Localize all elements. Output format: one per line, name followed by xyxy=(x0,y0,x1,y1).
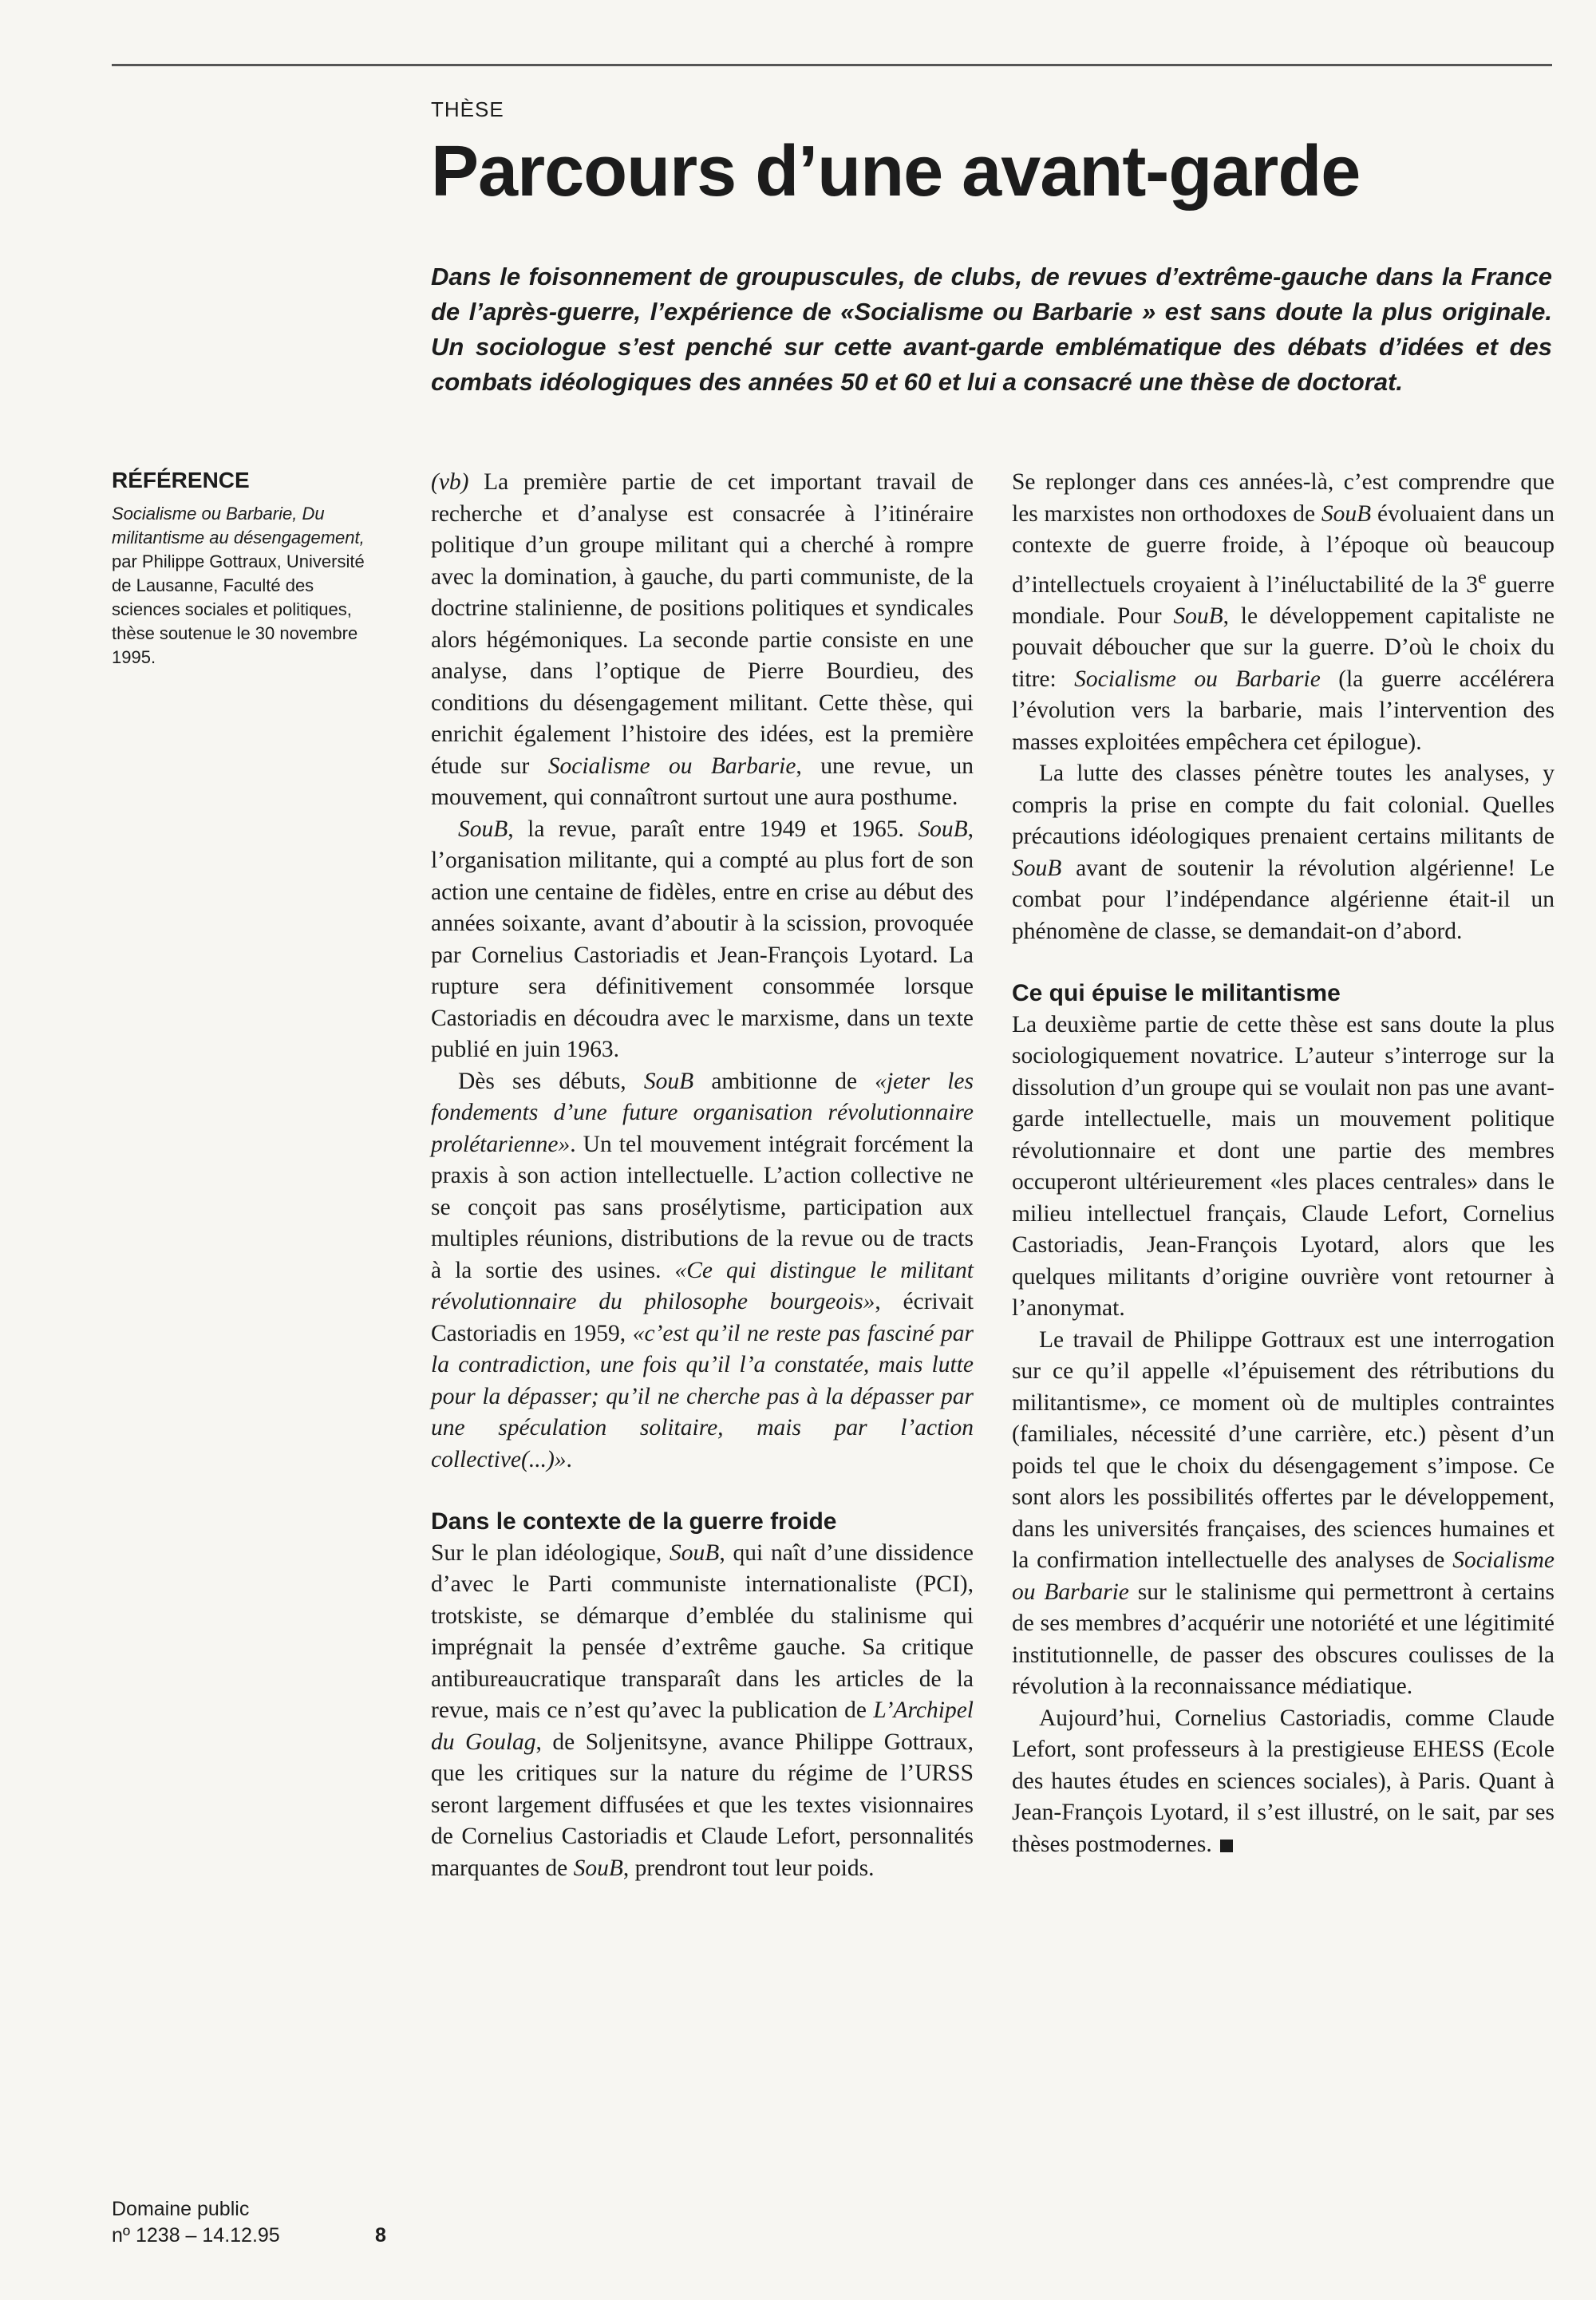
paragraph-4: Sur le plan idéologique, SouB, qui naît d’une dissidence d’avec le Parti communiste internationaliste (PCI), trotskiste, se démarque d’emblée du stalinisme qui imprégnait la pensée d’extrême gauche. Sa critique antibureaucratique transparaît dans les articles de la revue, mais ce n’est qu’avec la publication de L’Archipel du Goulag, de Soljenitsyne, avance Philippe Gottraux, que les critiques sur la nature du régime de l’URSS seront largement diffusées et que les textes visionnaires de Cornelius Castoriadis et Claude Lefort, personnalités marquantes de SouB, prendront tout leur poids. xyxy=(431,1539,974,1881)
subheading-cold-war: Dans le contexte de la guerre froide xyxy=(431,1508,837,1535)
article-column-1 xyxy=(431,467,974,1884)
article-lede: Dans le foisonnement de groupuscules, de clubs, de revues d’extrême-gauche dans la France de l’après-guerre, l’expérience de «Socialisme ou Barbarie » est sans doute la plus originale. Un sociologue s’est penché sur cette avant-garde emblématique des débats d’idées et des combats idéologiques des années 50 et 60 et lui a consacré une thèse de doctorat. xyxy=(431,263,1552,396)
article-column-2 xyxy=(1012,467,1555,1860)
article-title: Parcours d’une avant-garde xyxy=(431,132,1361,211)
issue-number: nº 1238 – 14.12.95 xyxy=(112,2224,280,2247)
paragraph-9: Aujourd’hui, Cornelius Castoriadis, comme Claude Lefort, sont professeurs à la prestigieuse EHESS (Ecole des hautes études en sciences sociales), à Paris. Quant à Jean-François Lyotard, il s’est illustré, on le sait, par ses thèses postmodernes. xyxy=(1012,1705,1555,1857)
reference-body xyxy=(112,502,383,670)
publication-name: Domaine public xyxy=(112,2198,250,2220)
section-rubric: THÈSE xyxy=(431,97,504,121)
reference-details: par Philippe Gottraux, Université de Lausanne, Faculté des sciences sociales et politiques, thèse soutenue le 30 novembre 1995. xyxy=(112,551,365,667)
paragraph-3: Dès ses débuts, SouB ambitionne de «jeter les fondements d’une future organisation révolutionnaire prolétarienne». Un tel mouvement intégrait forcément la praxis à son action intellectuelle. L’action collective ne se conçoit pas sans prosélytisme, participation aux multiples réunions, distributions de la revue ou de tracts à la sortie des usines. «Ce qui distingue le militant révolutionnaire du philosophe bourgeois», écrivait Castoriadis en 1959, «c’est qu’il ne reste pas fasciné par la contradiction, une fois qu’il l’a constatée, mais lutte pour la dépasser; qu’il ne cherche pas à la dépasser par une spéculation solitaire, mais par l’action collective(...)». xyxy=(431,1068,974,1472)
reference-book-title: Socialisme ou Barbarie, Du militantisme au désengagement, xyxy=(112,504,365,547)
footer-publication xyxy=(112,2196,280,2249)
paragraph-1: (vb) La première partie de cet important travail de recherche et d’analyse est consacrée à l’itinéraire politique d’un groupe militant qui a cherché à rompre avec la domination, à gauche, du parti communiste, de la doctrine stalinienne, de positions politiques et syndicales alors hégémoniques. La seconde partie consiste en une analyse, dans l’optique de Pierre Bourdieu, des conditions du désengagement militant. Cette thèse, qui enrichit également l’histoire des idées, est la première étude sur Socialisme ou Barbarie, une revue, un mouvement, qui connaîtront surtout une aura posthume. xyxy=(431,469,974,810)
page-number: 8 xyxy=(375,2224,386,2247)
top-rule xyxy=(112,64,1552,66)
paragraph-8: Le travail de Philippe Gottraux est une interrogation sur ce qu’il appelle «l’épuisement des rétributions du militantisme», ce moment où de multiples contraintes (familiales, nécessité d’une carrière, etc.) pèsent d’un poids tel que le choix du désengagement s’impose. Ce sont alors les possibilités offertes par le développement, dans les universités françaises, des sciences humaines et la confirmation intellectuelle des analyses de Socialisme ou Barbarie sur le stalinisme qui permettront à certains de ses membres d’acquérir une notoriété et une légitimité institutionnelle, de passer des obscures coulisses de la révolution à la reconnaissance médiatique. xyxy=(1012,1326,1555,1700)
reference-heading: RÉFÉRENCE xyxy=(112,468,250,492)
paragraph-5: Se replonger dans ces années-là, c’est comprendre que les marxistes non orthodoxes de SouB évoluaient dans un contexte de guerre froide, à l’époque où beaucoup d’intellectuels croyaient à l’inéluctabilité de la 3e guerre mondiale. Pour SouB, le développement capitaliste ne pouvait déboucher que sur la guerre. D’où le choix du titre: Socialisme ou Barbarie (la guerre accélérera l’évolution vers la barbarie, mais l’intervention des masses exploitées empêchera cet épilogue). xyxy=(1012,469,1555,755)
subheading-militantisme: Ce qui épuise le militantisme xyxy=(1012,980,1341,1007)
paragraph-6: La lutte des classes pénètre toutes les analyses, y compris la prise en compte du fait colonial. Quelles précautions idéologiques prenaient certains militants de SouB avant de soutenir la révolution algérienne! Le combat pour l’indépendance algérienne était-il un phénomène de classe, se demandait-on d’abord. xyxy=(1012,761,1555,944)
reference-box xyxy=(112,467,383,670)
paragraph-2: SouB, la revue, paraît entre 1949 et 1965. SouB, l’organisation militante, qui a compté au plus fort de son action une centaine de fidèles, entre en crise au début des années soixante, avant d’aboutir à la scission, provoquée par Cornelius Castoriadis et Jean-François Lyotard. La rupture sera définitivement consommée lorsque Castoriadis en découdra avec le marxisme, dans un texte publié en juin 1963. xyxy=(431,816,974,1062)
end-of-article-square-icon xyxy=(1220,1840,1233,1852)
paragraph-7: La deuxième partie de cette thèse est sans doute la plus sociologiquement novatrice. L’auteur s’interroge sur la dissolution d’un groupe qui se voulait non pas une avant-garde intellectuelle, mais un mouvement politique révolutionnaire et dont une partie des membres occuperont ultérieurement «les places centrales» dans le milieu intellectuel français, Claude Lefort, Cornelius Castoriadis, Jean-François Lyotard, alors que les quelques militants d’origine ouvrière vont retourner à l’anonymat. xyxy=(1012,1011,1555,1322)
